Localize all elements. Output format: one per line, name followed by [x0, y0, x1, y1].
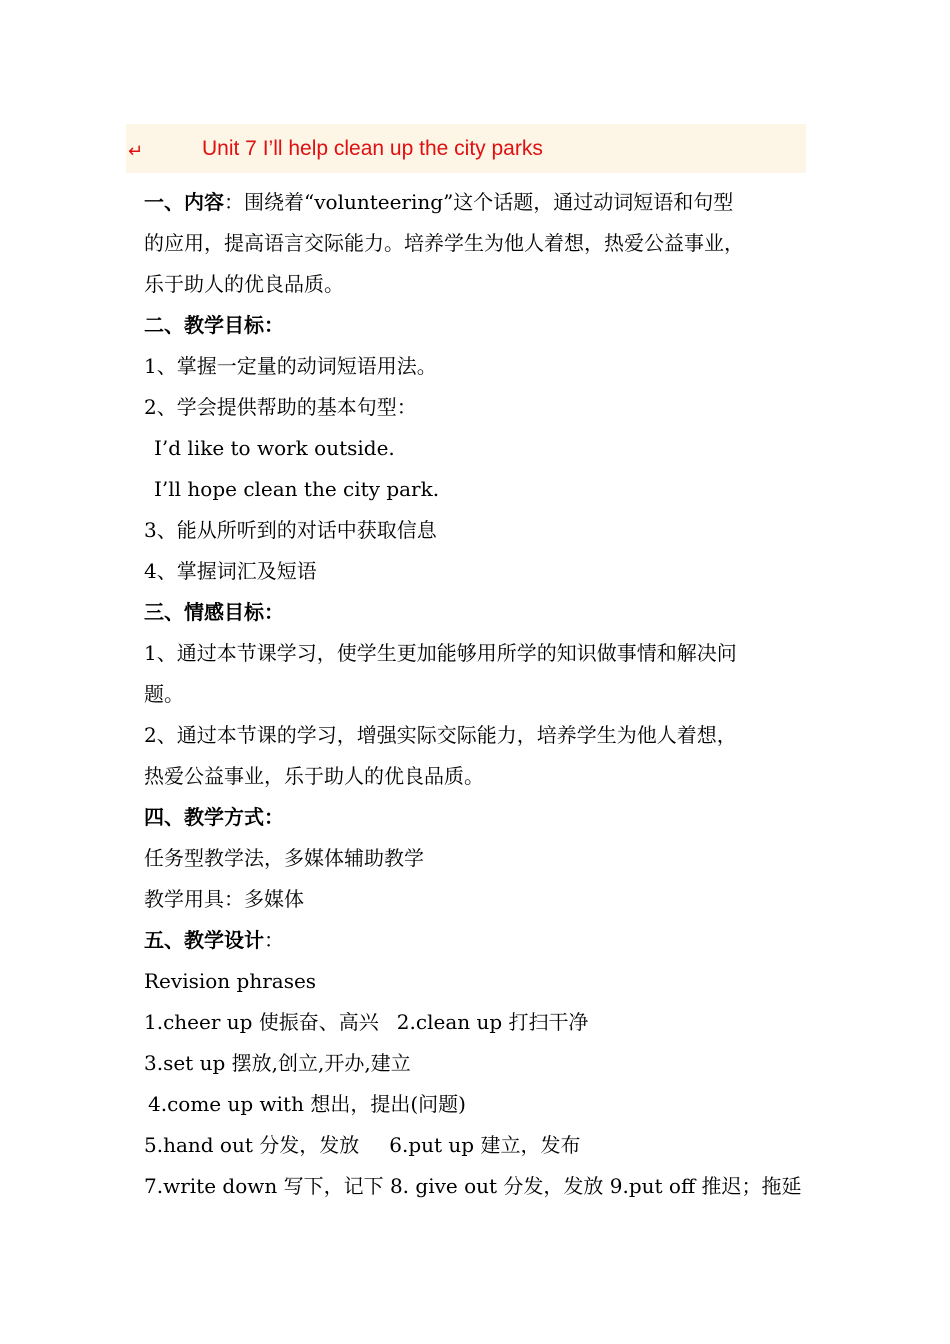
example-sentence-2: I’ll hope clean the city park. [154, 477, 440, 501]
method-line-2: 教学用具：多媒体 [144, 887, 304, 911]
section-content-line1: 一、内容：围绕着“volunteering”这个话题，通过动词短语和句型 [144, 190, 734, 214]
section-heading-content: 一、内容 [144, 190, 224, 214]
section-content-line3: 乐于助人的优良品质。 [144, 272, 344, 296]
section-heading-emotion: 三、情感目标： [144, 600, 284, 624]
emotion-item-2a: 2、通过本节课的学习，增强实际交际能力，培养学生为他人着想， [144, 723, 737, 747]
section-content-line2: 的应用，提高语言交际能力。培养学生为他人着想，热爱公益事业， [144, 231, 744, 255]
section-heading-design-line: 五、教学设计： [144, 928, 284, 952]
section-heading-design: 五、教学设计 [144, 928, 264, 952]
phrase-5: 5.hand out 分发，发放 [144, 1133, 360, 1157]
phrase-6: 6.put up 建立，发布 [389, 1133, 581, 1157]
section-heading-method: 四、教学方式： [144, 805, 284, 829]
document-body [144, 182, 834, 1207]
phrase-3: 3.set up 摆放,创立,开办,建立 [144, 1051, 411, 1075]
emotion-item-2b: 热爱公益事业，乐于助人的优良品质。 [144, 764, 484, 788]
section-heading-goals: 二、教学目标： [144, 313, 284, 337]
goal-item-1: 1、掌握一定量的动词短语用法。 [144, 354, 437, 378]
goal-item-2: 2、学会提供帮助的基本句型： [144, 395, 417, 419]
phrase-line-1 [144, 1002, 834, 1043]
method-line-1: 任务型教学法，多媒体辅助教学 [144, 846, 424, 870]
goal-item-3: 3、能从所听到的对话中获取信息 [144, 518, 437, 542]
example-sentence-1: I’d like to work outside. [154, 436, 395, 460]
phrase-line-5 [144, 1125, 834, 1166]
revision-heading: Revision phrases [144, 969, 317, 993]
goal-item-4: 4、掌握词汇及短语 [144, 559, 317, 583]
return-arrow-icon: ↵ [128, 141, 144, 162]
emotion-item-1a: 1、通过本节课学习，使学生更加能够用所学的知识做事情和解决问 [144, 641, 737, 665]
phrase-1: 1.cheer up 使振奋、高兴 [144, 1010, 379, 1034]
phrase-4: 4.come up with 想出，提出(问题) [148, 1092, 466, 1116]
emotion-item-1b: 题。 [144, 682, 184, 706]
phrase-7-8-9: 7.write down 写下，记下 8. give out 分发，发放 9.put off 推迟；拖延 [144, 1174, 802, 1198]
page-title: Unit 7 I’ll help clean up the city parks [202, 137, 543, 160]
phrase-2: 2.clean up 打扫干净 [396, 1010, 589, 1034]
